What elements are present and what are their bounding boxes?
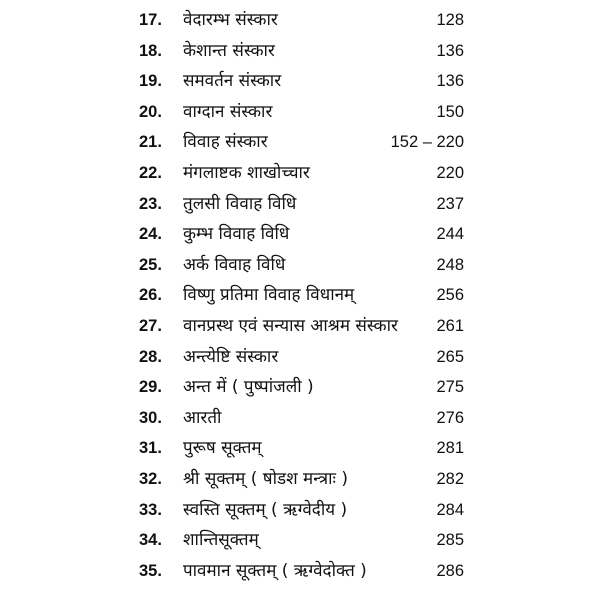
toc-entry-number: 33. <box>139 500 162 519</box>
toc-entry-number: 27. <box>139 316 162 335</box>
toc-entry-page: 275 <box>436 378 464 397</box>
table-of-contents <box>0 5 600 586</box>
toc-entry-number: 31. <box>139 439 162 458</box>
toc-entry <box>0 189 600 220</box>
toc-entry-page: 136 <box>436 41 464 60</box>
toc-entry-title: अन्त में ( पुष्पांजली ) <box>183 377 314 398</box>
toc-entry-page: 285 <box>436 531 464 550</box>
toc-entry-title: मंगलाष्टक शाखोच्चार <box>183 162 310 183</box>
toc-entry-title: कुम्भ विवाह विधि <box>183 224 290 245</box>
toc-entry-title: अन्त्येष्टि संस्कार <box>183 346 279 367</box>
toc-entry-title: श्री सूक्तम् ( षोडश मन्त्राः ) <box>183 468 348 489</box>
toc-entry-title: स्वस्ति सूक्तम् ( ऋग्वेदीय ) <box>183 499 348 520</box>
toc-entry <box>0 433 600 464</box>
toc-entry-page: 276 <box>436 408 464 427</box>
toc-entry <box>0 311 600 342</box>
toc-entry-page: 152 – 220 <box>390 133 464 152</box>
toc-entry <box>0 158 600 189</box>
toc-entry-title: केशान्त संस्कार <box>183 40 275 61</box>
toc-entry-page: 281 <box>436 439 464 458</box>
toc-entry-title: वानप्रस्थ एवं सन्यास आश्रम संस्कार <box>183 315 398 336</box>
toc-entry-number: 18. <box>139 41 162 60</box>
toc-entry <box>0 464 600 495</box>
toc-entry-page: 286 <box>436 561 464 580</box>
toc-entry-number: 20. <box>139 102 162 121</box>
toc-entry <box>0 372 600 403</box>
toc-entry <box>0 127 600 158</box>
toc-entry-page: 237 <box>436 194 464 213</box>
toc-entry-page: 256 <box>436 286 464 305</box>
toc-entry-page: 244 <box>436 225 464 244</box>
toc-entry <box>0 66 600 97</box>
toc-entry-number: 26. <box>139 286 162 305</box>
toc-entry-title: तुलसी विवाह विधि <box>183 193 297 214</box>
toc-entry <box>0 36 600 67</box>
toc-entry-page: 128 <box>436 11 464 29</box>
toc-entry-title: वाग्दान संस्कार <box>183 101 273 122</box>
toc-entry-number: 21. <box>139 133 162 152</box>
toc-entry-page: 136 <box>436 72 464 91</box>
toc-entry-number: 32. <box>139 469 162 488</box>
toc-entry-title: विवाह संस्कार <box>183 132 268 153</box>
toc-entry-number: 34. <box>139 531 162 550</box>
toc-entry <box>0 556 600 587</box>
toc-entry <box>0 219 600 250</box>
toc-entry <box>0 495 600 526</box>
toc-entry-title: आरती <box>183 407 222 428</box>
toc-entry-number: 35. <box>139 561 162 580</box>
toc-entry <box>0 97 600 128</box>
toc-entry-page: 284 <box>436 500 464 519</box>
toc-entry-number: 28. <box>139 347 162 366</box>
toc-entry-number: 22. <box>139 163 162 182</box>
toc-entry-page: 265 <box>436 347 464 366</box>
toc-entry-number: 30. <box>139 408 162 427</box>
toc-entry <box>0 525 600 556</box>
toc-entry-number: 17. <box>139 11 162 29</box>
toc-entry <box>0 5 600 36</box>
toc-entry-number: 29. <box>139 378 162 397</box>
toc-entry <box>0 280 600 311</box>
toc-entry-page: 261 <box>436 316 464 335</box>
toc-entry-title: वेदारम्भ संस्कार <box>183 10 278 30</box>
toc-entry-number: 19. <box>139 72 162 91</box>
toc-entry-number: 24. <box>139 225 162 244</box>
toc-entry-title: पुरूष सूक्तम् <box>183 438 262 459</box>
toc-entry <box>0 342 600 373</box>
toc-entry-page: 220 <box>436 163 464 182</box>
toc-entry-page: 282 <box>436 469 464 488</box>
toc-entry-number: 23. <box>139 194 162 213</box>
toc-entry-title: विष्णु प्रतिमा विवाह विधानम् <box>183 285 355 306</box>
toc-entry-title: समवर्तन संस्कार <box>183 71 282 92</box>
toc-entry-title: पावमान सूक्तम् ( ऋग्वेदोक्त ) <box>183 560 367 581</box>
toc-entry-page: 150 <box>436 102 464 121</box>
toc-entry <box>0 250 600 281</box>
toc-entry-page: 248 <box>436 255 464 274</box>
toc-entry-title: अर्क विवाह विधि <box>183 254 286 275</box>
toc-entry-title: शान्तिसूक्तम् <box>183 530 259 551</box>
toc-entry-number: 25. <box>139 255 162 274</box>
toc-entry <box>0 403 600 434</box>
